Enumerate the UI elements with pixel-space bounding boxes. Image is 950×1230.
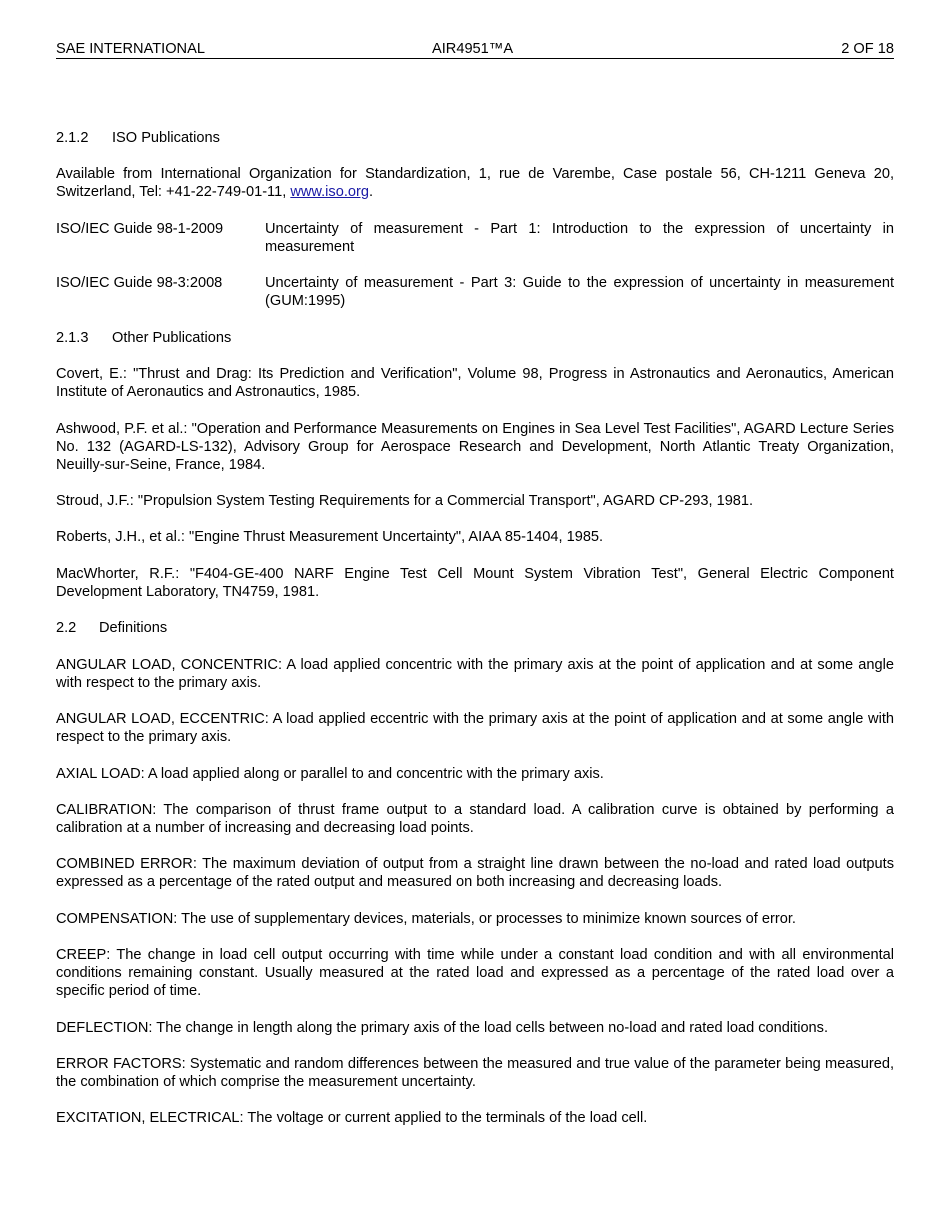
page-header — [56, 38, 894, 59]
iso-website-link[interactable]: www.iso.org — [290, 184, 369, 200]
availability-text: Available from International Organization for Standardization, 1, rue de Varembe, Case postale 56, CH-1211 Geneva 20, Switzerland, Tel: +41-22-749-01-11, — [56, 166, 894, 200]
section-heading-other-publications — [56, 329, 231, 347]
section-number: 2.1.2 — [56, 130, 89, 146]
definition-entry: CREEP: The change in load cell output occurring with time while under a constant load condition and with all environmental conditions remaining constant. Usually measured at the rated load and expressed as a percentage of the rated load over a specific period of time. — [56, 947, 894, 999]
publication-entry: MacWhorter, R.F.: "F404-GE-400 NARF Engine Test Cell Mount System Vibration Test", General Electric Component Development Laboratory, TN4759, 1981. — [56, 566, 894, 600]
reference-id: ISO/IEC Guide 98-1-2009 — [56, 221, 224, 237]
definition-entry: ERROR FACTORS: Systematic and random differences between the measured and true value of the parameter being measured, the combination of which comprise the measurement uncertainty. — [56, 1056, 894, 1090]
publication-entry: Covert, E.: "Thrust and Drag: Its Prediction and Verification", Volume 98, Progress in Astronautics and Aeronautics, American Institute of Aeronautics and Astronautics, 1985. — [56, 366, 894, 400]
definition-entry: ANGULAR LOAD, ECCENTRIC: A load applied eccentric with the primary axis at the point of application and at some angle with respect to the primary axis. — [56, 711, 894, 745]
section-title: Definitions — [99, 620, 168, 636]
definition-entry: CALIBRATION: The comparison of thrust frame output to a standard load. A calibration curve is obtained by performing a calibration at a number of increasing and decreasing load points. — [56, 802, 894, 836]
header-organization: SAE INTERNATIONAL — [56, 41, 205, 57]
section-heading-definitions — [56, 619, 167, 637]
reference-title: Uncertainty of measurement - Part 3: Guide to the expression of uncertainty in measurement (GUM:1995) — [265, 275, 894, 309]
iso-availability-paragraph — [56, 165, 894, 201]
definition-entry: ANGULAR LOAD, CONCENTRIC: A load applied concentric with the primary axis at the point of application and at some angle with respect to the primary axis. — [56, 657, 894, 691]
section-heading-iso-publications — [56, 129, 220, 147]
section-number: 2.1.3 — [56, 330, 89, 346]
reference-id: ISO/IEC Guide 98-3:2008 — [56, 275, 223, 291]
definition-entry: DEFLECTION: The change in length along the primary axis of the load cells between no-load and rated load conditions. — [56, 1020, 829, 1036]
header-page-number: 2 OF 18 — [841, 41, 894, 57]
reference-title: Uncertainty of measurement - Part 1: Introduction to the expression of uncertainty in measurement — [265, 221, 894, 255]
definition-entry: EXCITATION, ELECTRICAL: The voltage or current applied to the terminals of the load cell. — [56, 1110, 648, 1126]
availability-end: . — [368, 184, 374, 200]
header-document-number: AIR4951™A — [432, 41, 514, 57]
section-title: ISO Publications — [112, 130, 220, 146]
definition-entry: COMBINED ERROR: The maximum deviation of output from a straight line drawn between the no-load and rated load outputs expressed as a percentage of the rated output and measured on both increasing and decreasing loads. — [56, 856, 894, 890]
section-number: 2.2 — [56, 620, 77, 636]
section-title: Other Publications — [112, 330, 232, 346]
definition-entry: AXIAL LOAD: A load applied along or parallel to and concentric with the primary axis. — [56, 766, 604, 782]
publication-entry: Roberts, J.H., et al.: "Engine Thrust Measurement Uncertainty", AIAA 85-1404, 1985. — [56, 529, 604, 545]
definition-entry: COMPENSATION: The use of supplementary devices, materials, or processes to minimize known sources of error. — [56, 911, 796, 927]
publication-entry: Stroud, J.F.: "Propulsion System Testing Requirements for a Commercial Transport", AGARD CP-293, 1981. — [56, 493, 754, 509]
publication-entry: Ashwood, P.F. et al.: "Operation and Performance Measurements on Engines in Sea Level Test Facilities", AGARD Lecture Series No. 132 (AGARD-LS-132), Advisory Group for Aerospace Research and Development, North Atlantic Treaty Organization, Neuilly-sur-Seine, France, 1984. — [56, 421, 894, 473]
